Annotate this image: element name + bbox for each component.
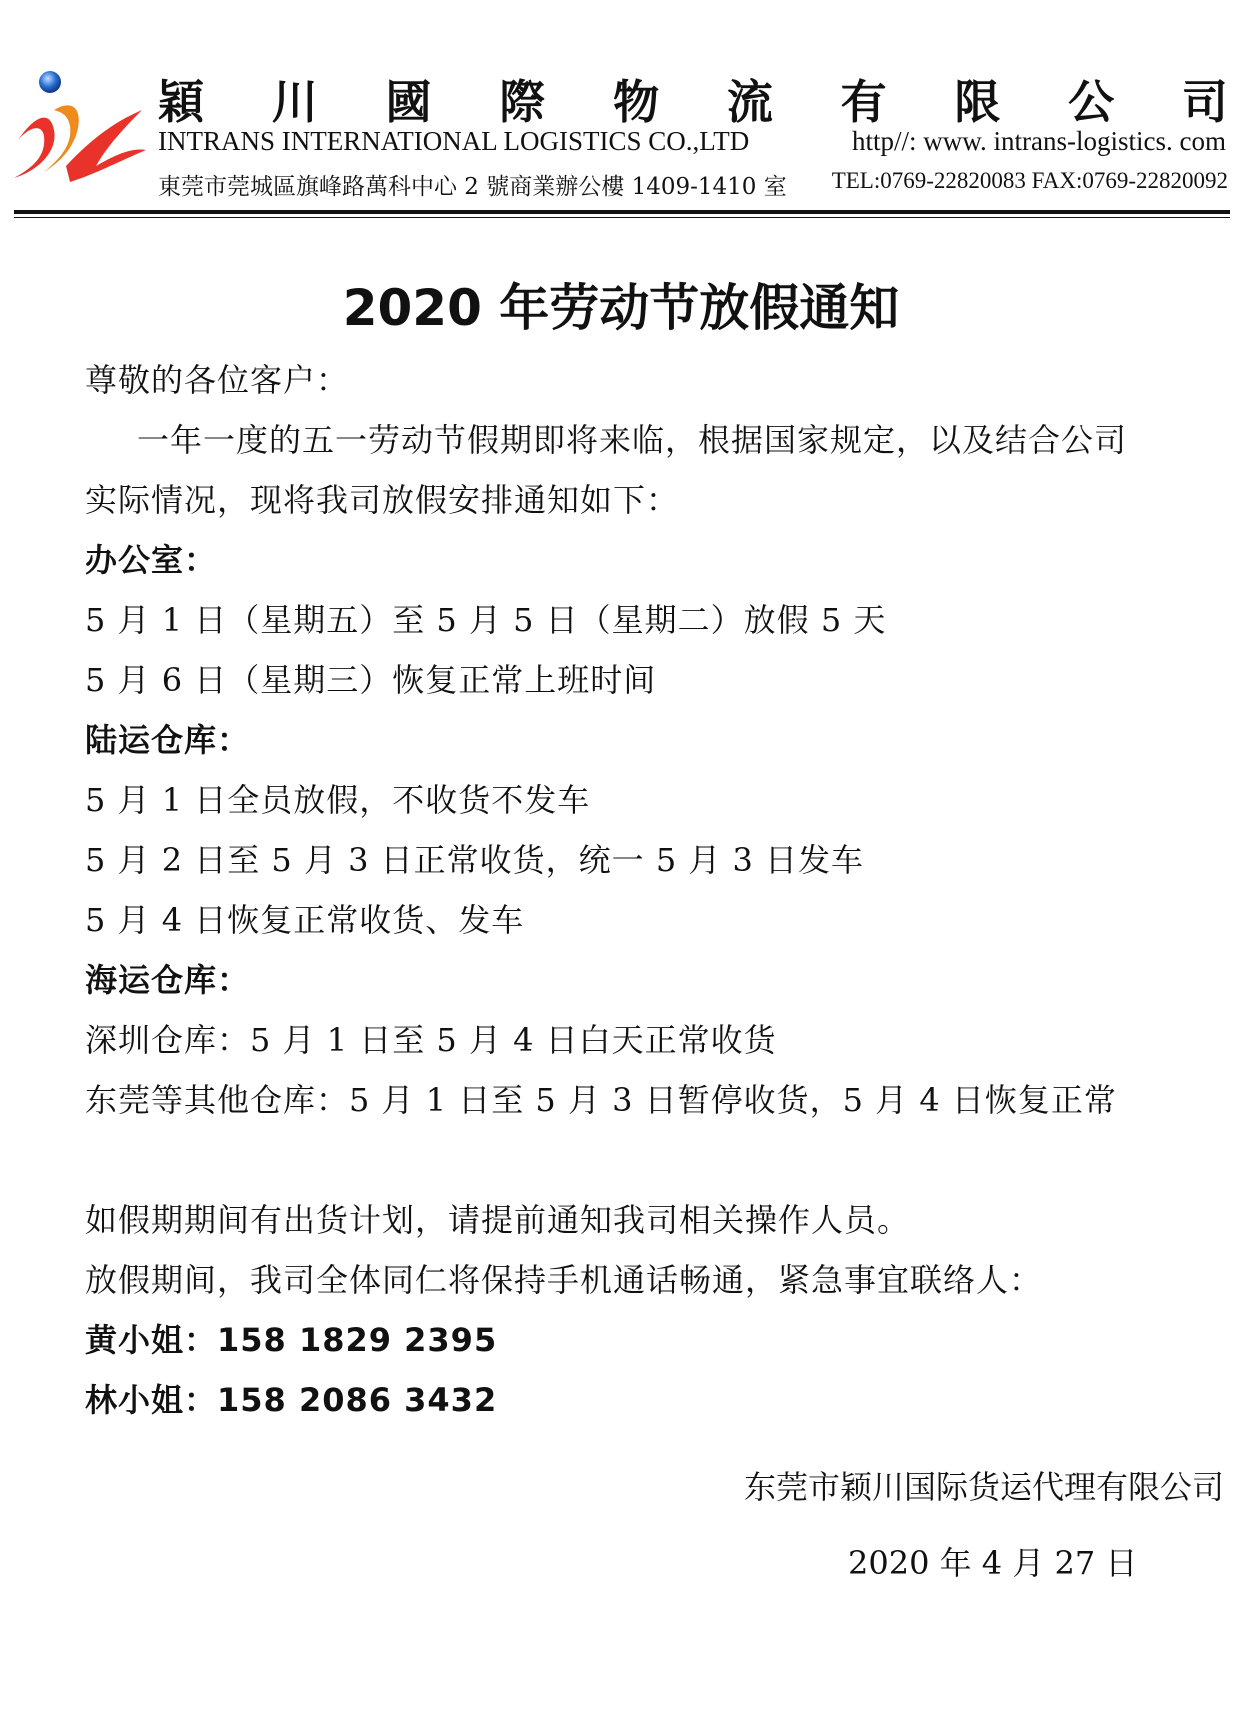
company-name-char: 際 bbox=[499, 75, 546, 129]
note-line-1: 如假期期间有出货计划，请提前通知我司相关操作人员。 bbox=[85, 1201, 911, 1239]
company-name-cn bbox=[158, 66, 1228, 132]
land-line-1: 5 月 1 日全员放假，不收货不发车 bbox=[85, 781, 591, 819]
company-name-char: 流 bbox=[726, 75, 773, 129]
company-name-char: 有 bbox=[840, 75, 887, 129]
company-name-char: 川 bbox=[271, 75, 318, 129]
company-name-en: INTRANS INTERNATIONAL LOGISTICS CO.,LTD bbox=[158, 126, 750, 156]
intro-line-1: 一年一度的五一劳动节假期即将来临，根据国家规定，以及结合公司 bbox=[137, 421, 1128, 459]
contact-person-1: 黄小姐：158 1829 2395 bbox=[85, 1321, 498, 1359]
company-name-char: 物 bbox=[613, 75, 660, 129]
header-divider-thin bbox=[14, 217, 1230, 218]
intrans-logo-icon bbox=[10, 70, 150, 200]
sea-line-2: 东莞等其他仓库：5 月 1 日至 5 月 3 日暂停收货，5 月 4 日恢复正常 bbox=[85, 1081, 1117, 1119]
company-name-char: 公 bbox=[1068, 75, 1115, 129]
company-name-char: 國 bbox=[385, 75, 432, 129]
signature-date: 2020 年 4 月 27 日 bbox=[848, 1544, 1138, 1582]
signature-company: 东莞市颖川国际货运代理有限公司 bbox=[743, 1468, 1224, 1506]
land-warehouse-heading: 陆运仓库： bbox=[85, 721, 251, 759]
sea-warehouse-heading: 海运仓库： bbox=[85, 961, 251, 999]
office-line-1: 5 月 1 日（星期五）至 5 月 5 日（星期二）放假 5 天 bbox=[85, 601, 887, 639]
company-name-char: 穎 bbox=[158, 75, 204, 129]
notice-title: 2020 年劳动节放假通知 bbox=[342, 279, 900, 337]
company-name-char: 限 bbox=[954, 75, 1001, 129]
website-url[interactable]: http//: www. intrans-logistics. com bbox=[852, 126, 1226, 156]
sea-line-1: 深圳仓库：5 月 1 日至 5 月 4 日白天正常收货 bbox=[85, 1021, 777, 1059]
intro-line-2: 实际情况，现将我司放假安排通知如下： bbox=[85, 481, 680, 519]
contact-person-2: 林小姐：158 2086 3432 bbox=[85, 1381, 498, 1419]
greeting: 尊敬的各位客户： bbox=[85, 361, 350, 399]
land-line-3: 5 月 4 日恢复正常收货、发车 bbox=[85, 901, 525, 939]
tel-fax: TEL:0769-22820083 FAX:0769-22820092 bbox=[831, 168, 1228, 193]
header-divider bbox=[14, 210, 1230, 214]
company-name-char: 司 bbox=[1181, 75, 1228, 129]
company-address: 東莞市莞城區旗峰路萬科中心 2 號商業辦公樓 1409-1410 室 bbox=[158, 174, 787, 200]
note-line-2: 放假期间，我司全体同仁将保持手机通话畅通，紧急事宜联络人： bbox=[85, 1261, 1043, 1299]
office-heading: 办公室： bbox=[85, 541, 218, 579]
office-line-2: 5 月 6 日（星期三）恢复正常上班时间 bbox=[85, 661, 657, 699]
land-line-2: 5 月 2 日至 5 月 3 日正常收货，统一 5 月 3 日发车 bbox=[85, 841, 865, 879]
